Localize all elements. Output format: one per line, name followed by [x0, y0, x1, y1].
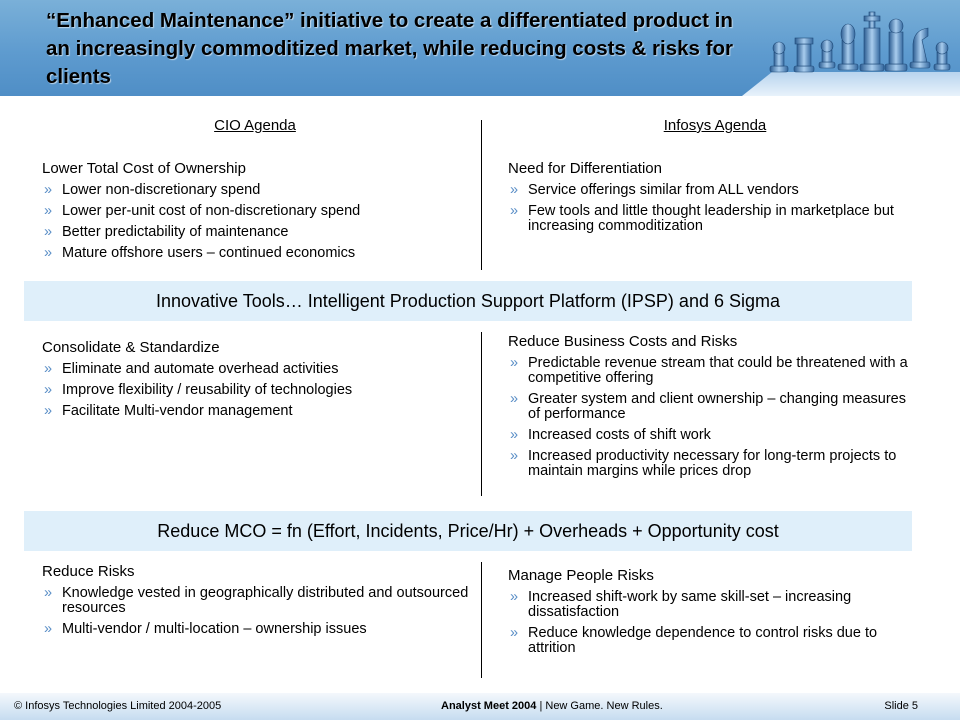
- list-item: » Increased costs of shift work: [508, 428, 918, 443]
- bullet-list: [42, 183, 472, 261]
- section-title: Need for Differentiation: [508, 160, 662, 177]
- list-item: » Multi-vendor / multi-location – ownership issues: [42, 622, 472, 637]
- list-item: » Service offerings similar from ALL vendors: [508, 183, 908, 198]
- list-item: » Predictable revenue stream that could be threatened with a competitive offering: [508, 356, 918, 386]
- section-title: Reduce Business Costs and Risks: [508, 333, 738, 350]
- infosys-section-differentiation: [508, 160, 908, 240]
- bullet-list: [508, 590, 918, 656]
- title-banner: [0, 0, 960, 96]
- column-divider: [481, 332, 482, 496]
- cio-section-consolidate: [42, 339, 472, 425]
- list-item: » Few tools and little thought leadership in marketplace but increasing commoditization: [508, 204, 908, 234]
- section-title: Consolidate & Standardize: [42, 339, 220, 356]
- event-name: Analyst Meet 2004: [441, 700, 537, 712]
- list-item: » Better predictability of maintenance: [42, 225, 472, 240]
- list-item: » Lower per-unit cost of non-discretionary spend: [42, 204, 472, 219]
- innovative-tools-banner: Innovative Tools… Intelligent Production Support Platform (IPSP) and 6 Sigma: [24, 281, 912, 321]
- column-divider: [481, 562, 482, 678]
- slide-title: “Enhanced Maintenance” initiative to create a differentiated product in an increasingly commoditized market, while reducing costs & risks for clients: [46, 9, 733, 88]
- list-item: » Eliminate and automate overhead activities: [42, 362, 472, 377]
- bullet-list: [42, 362, 472, 419]
- list-item: » Reduce knowledge dependence to control risks due to attrition: [508, 626, 918, 656]
- footer-event: [441, 693, 663, 720]
- list-item: » Increased shift-work by same skill-set – increasing dissatisfaction: [508, 590, 918, 620]
- bullet-list: [508, 183, 908, 234]
- bullet-list: [42, 586, 472, 637]
- footer-bar: [0, 693, 960, 720]
- mco-formula-banner: Reduce MCO = fn (Effort, Incidents, Price/Hr) + Overheads + Opportunity cost: [24, 511, 912, 551]
- cio-section-reduce-risks: [42, 563, 472, 643]
- cio-agenda-heading: CIO Agenda: [214, 117, 296, 134]
- section-title: Manage People Risks: [508, 567, 654, 584]
- slide-number: Slide 5: [884, 700, 918, 712]
- list-item: » Greater system and client ownership – changing measures of performance: [508, 392, 918, 422]
- list-item: » Increased productivity necessary for long-term projects to maintain margins while prices drop: [508, 449, 918, 479]
- bullet-list: [508, 356, 918, 479]
- footer-separator: |: [536, 700, 546, 712]
- column-divider: [481, 120, 482, 270]
- list-item: » Mature offshore users – continued economics: [42, 246, 472, 261]
- chess-pieces-icon: [742, 4, 960, 96]
- infosys-agenda-heading: Infosys Agenda: [663, 117, 767, 134]
- tagline: New Game. New Rules.: [545, 700, 663, 712]
- copyright-text: © Infosys Technologies Limited 2004-2005: [14, 700, 222, 712]
- list-item: » Facilitate Multi-vendor management: [42, 404, 472, 419]
- section-title: Lower Total Cost of Ownership: [42, 160, 246, 177]
- infosys-section-people-risks: [508, 567, 918, 662]
- list-item: » Knowledge vested in geographically distributed and outsourced resources: [42, 586, 472, 616]
- list-item: » Improve flexibility / reusability of technologies: [42, 383, 472, 398]
- section-title: Reduce Risks: [42, 563, 135, 580]
- infosys-section-business-costs: [508, 333, 918, 485]
- list-item: » Lower non-discretionary spend: [42, 183, 472, 198]
- cio-section-tco: [42, 160, 472, 267]
